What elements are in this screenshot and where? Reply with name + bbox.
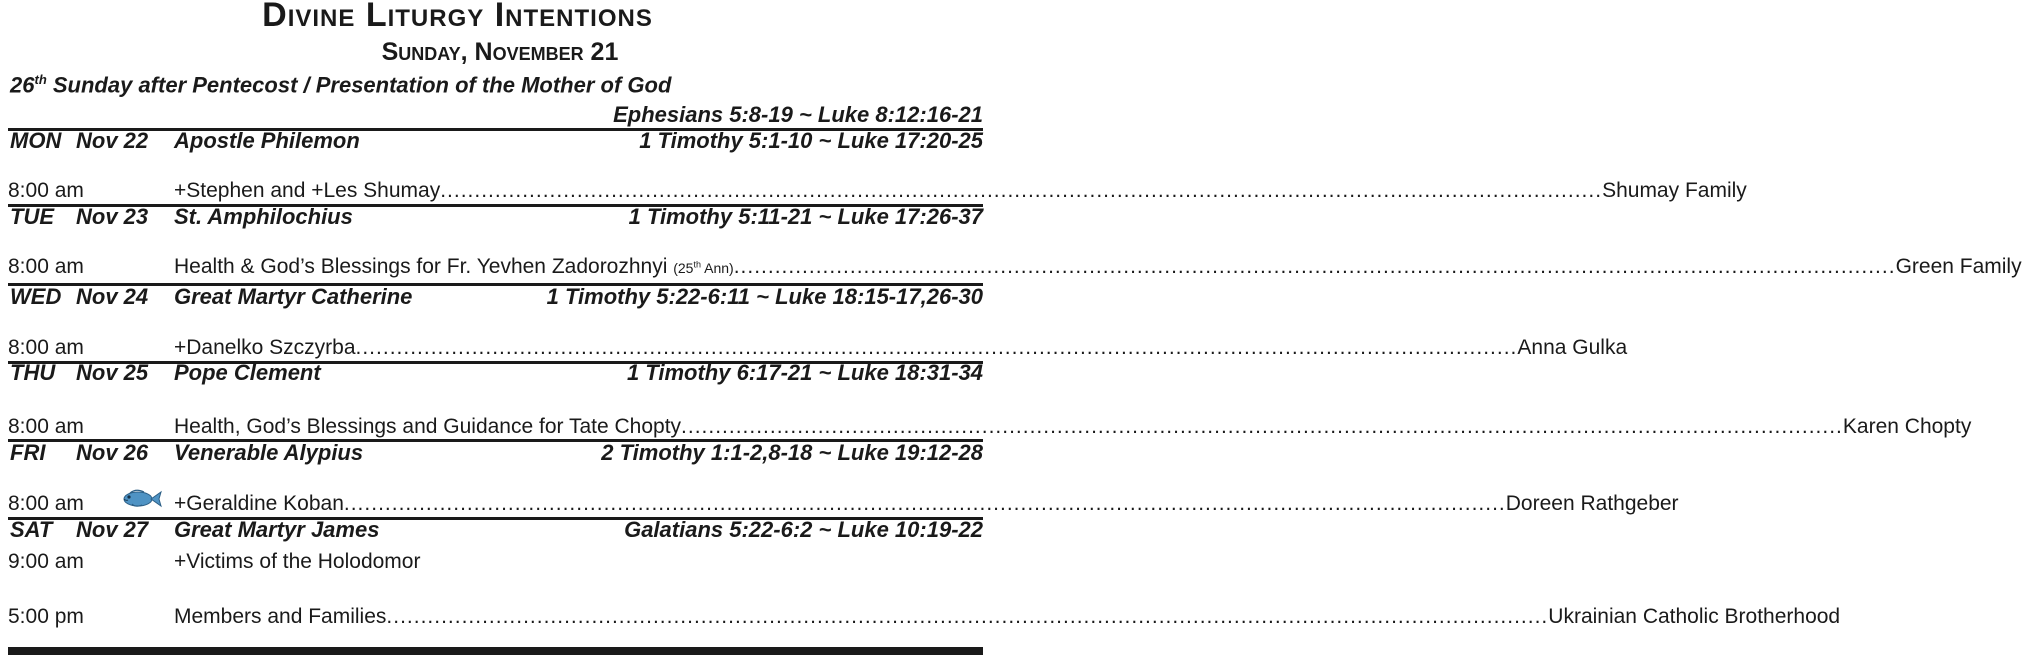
day-name: THU [10, 360, 56, 385]
dot-leader: .......................................................................................................................................................................... [355, 336, 1518, 359]
note-pre: (25 [673, 260, 694, 276]
entry-time: 8:00 am [8, 179, 84, 202]
day-header-mon [8, 128, 983, 156]
note-sup: th [693, 259, 701, 270]
dot-leader: .......................................................................................................................................................................... [386, 605, 1549, 628]
dot-leader: .......................................................................................................................................................................... [440, 179, 1603, 202]
sunday-feast-text: Sunday after Pentecost / Presentation of the Mother of God [46, 72, 672, 98]
day-name: MON [10, 128, 62, 153]
entry-donor: Anna Gulka [1517, 336, 1628, 359]
sunday-date: Sunday, November 21 [381, 38, 619, 66]
day-feast: Great Martyr James [174, 517, 380, 542]
day-feast: Venerable Alypius [174, 440, 364, 465]
intention-text: Members and Families [174, 605, 387, 628]
day-feast: Great Martyr Catherine [174, 284, 413, 309]
entry-time: 9:00 am [8, 550, 84, 573]
intention-entry [8, 179, 1747, 205]
entry-intention [174, 179, 1747, 203]
entry-intention [174, 605, 1841, 629]
entry-donor: Ukrainian Catholic Brotherhood [1548, 605, 1841, 628]
entry-time: 8:00 am [8, 336, 84, 359]
day-name: TUE [10, 204, 54, 229]
note-post: Ann) [700, 260, 734, 276]
dot-leader: .......................................................................................................................................................................... [343, 492, 1506, 515]
entry-donor: Green Family [1895, 255, 2022, 278]
day-feast: Apostle Philemon [174, 128, 360, 153]
entry-intention [174, 415, 1972, 439]
day-header-fri [8, 440, 983, 468]
fish-icon [118, 487, 162, 511]
entry-time: 8:00 am [8, 415, 84, 438]
entry-time: 5:00 pm [8, 605, 84, 628]
page-title: Divine Liturgy Intentions [262, 0, 653, 34]
intention-entry [8, 550, 983, 576]
day-readings: Galatians 5:22-6:2 ~ Luke 10:19-22 [624, 517, 983, 542]
intention-text: +Stephen and +Les Shumay [174, 179, 441, 202]
sunday-ordinal-suffix: th [34, 72, 47, 87]
sunday-ordinal: 26 [10, 72, 35, 98]
sunday-feast [10, 72, 671, 98]
day-date: Nov 22 [76, 128, 149, 153]
anniversary-note [673, 260, 733, 276]
day-readings: 1 Timothy 5:22-6:11 ~ Luke 18:15-17,26-30 [546, 284, 983, 309]
day-readings: 1 Timothy 5:1-10 ~ Luke 17:20-25 [639, 128, 983, 153]
bottom-divider [8, 647, 983, 655]
entry-intention [174, 550, 983, 574]
entry-intention [174, 336, 1628, 360]
day-header-thu [8, 360, 983, 388]
intention-entry [8, 605, 1841, 631]
intention-text: +Victims of the Holodomor [174, 550, 421, 573]
entry-donor: Shumay Family [1602, 179, 1747, 202]
day-feast: Pope Clement [174, 360, 321, 385]
dot-leader: .......................................................................................................................................................................... [733, 255, 1896, 278]
entry-time: 8:00 am [8, 492, 84, 515]
day-name: SAT [10, 517, 53, 542]
day-header-tue [8, 204, 983, 232]
day-date: Nov 24 [76, 284, 149, 309]
intention-entry [8, 415, 1972, 441]
day-header-sat [8, 517, 983, 545]
intention-entry [8, 336, 1628, 362]
intention-entry [8, 492, 1679, 518]
day-date: Nov 26 [76, 440, 149, 465]
intention-text: +Geraldine Koban [174, 492, 344, 515]
day-readings: 2 Timothy 1:1-2,8-18 ~ Luke 19:12-28 [601, 440, 983, 465]
entry-donor: Karen Chopty [1842, 415, 1972, 438]
intention-main: Health & God’s Blessings for Fr. Yevhen Zadorozhnyi [174, 255, 674, 278]
intention-entry [8, 255, 2022, 281]
entry-time: 8:00 am [8, 255, 84, 278]
entry-donor: Doreen Rathgeber [1505, 492, 1679, 515]
day-date: Nov 23 [76, 204, 149, 229]
day-readings: 1 Timothy 6:17-21 ~ Luke 18:31-34 [626, 360, 983, 385]
day-date: Nov 27 [76, 517, 149, 542]
day-date: Nov 25 [76, 360, 149, 385]
day-name: WED [10, 284, 62, 309]
intention-text: Health, God’s Blessings and Guidance for Tate Chopty [174, 415, 682, 438]
dot-leader: .......................................................................................................................................................................... [681, 415, 1843, 438]
entry-intention [174, 255, 2022, 279]
intention-text [174, 255, 734, 279]
day-name: FRI [10, 440, 46, 465]
day-readings: 1 Timothy 5:11-21 ~ Luke 17:26-37 [628, 204, 983, 229]
sunday-readings: Ephesians 5:8-19 ~ Luke 8:12:16-21 [613, 102, 983, 127]
day-header-wed [8, 284, 983, 312]
entry-intention [174, 492, 1679, 516]
day-feast: St. Amphilochius [174, 204, 353, 229]
intention-text: +Danelko Szczyrba [174, 336, 356, 359]
